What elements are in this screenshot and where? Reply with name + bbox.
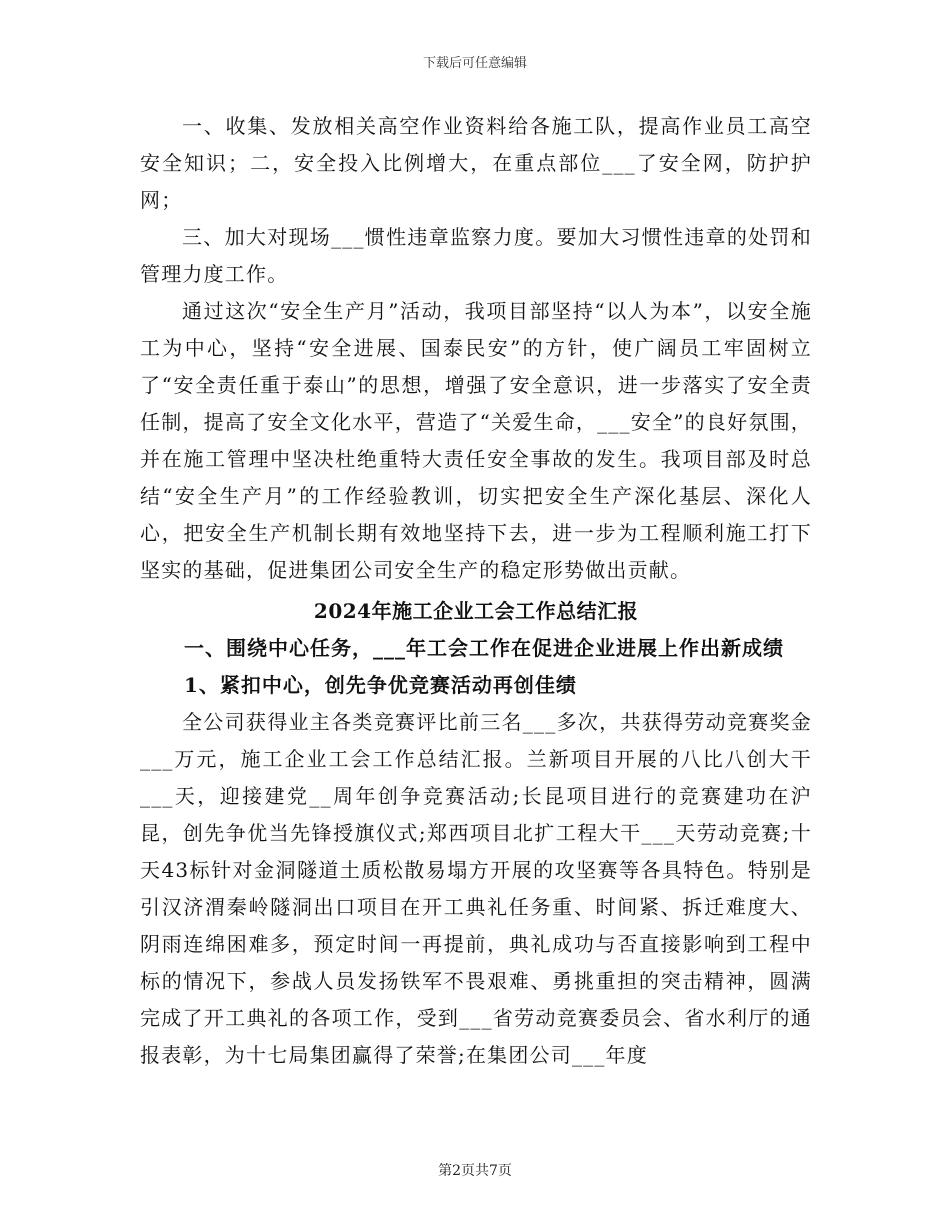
document-title: 2024年施工企业工会工作总结汇报 (313, 599, 639, 623)
document-body (140, 108, 812, 1074)
paragraph-4: 全公司获得业主各类竞赛评比前三名___多次，共获得劳动竞赛奖金___万元，施工企业工会工作总结汇报。兰新项目开展的八比八创大干___天，迎接建党__周年创争竞赛活动;长昆项目进行的竞赛建功在沪昆，创先争优当先锋授旗仪式;郑西项目北扩工程大干___天劳动竞赛;十天43标针对金洞隧道土质松散易塌方开展的攻坚赛等各具特色。特别是引汉济渭秦岭隧洞出口项目在开工典礼任务重、时间紧、拆迁难度大、阴雨连绵困难多，预定时间一再提前，典礼成功与否直接影响到工程中标的情况下，参战人员发扬铁军不畏艰难、勇挑重担的突击精神，圆满完成了开工典礼的各项工作，受到___省劳动竞赛委员会、省水利厅的通报表彰，为十七局集团赢得了荣誉;在集团公司___年度 (140, 710, 812, 1067)
subsection-heading: 1、紧扣中心，创先争优竞赛活动再创佳绩 (184, 673, 577, 697)
paragraph-3: 通过这次“安全生产月”活动，我项目部坚持“以人为本”，以安全施工为中心，坚持“安全进展、国泰民安”的方针，使广阔员工牢固树立了“安全责任重于泰山”的思想，增强了安全意识，进一步落实了安全责任制，提高了安全文化水平，营造了“关爱生命，___安全”的良好氛围，并在施工管理中坚决杜绝重特大责任安全事故的发生。我项目部及时总结“安全生产月”的工作经验教训，切实把安全生产深化基层、深化人心，把安全生产机制长期有效地坚持下去，进一步为工程顺利施工打下坚实的基础，促进集团公司安全生产的稳定形势做出贡献。 (140, 299, 812, 582)
paragraph-2: 三、加大对现场___惯性违章监察力度。要加大习惯性违章的处罚和管理力度工作。 (140, 225, 812, 286)
section-heading: 一、围绕中心任务，___年工会工作在促进企业进展上作出新成绩 (184, 636, 784, 660)
page-number: 第2页共7页 (438, 1163, 512, 1179)
page-header: 下载后可任意编辑 (422, 56, 527, 71)
paragraph-1: 一、收集、发放相关高空作业资料给各施工队，提高作业员工高空安全知识；二，安全投入比例增大，在重点部位___了安全网，防护护网； (140, 114, 812, 212)
